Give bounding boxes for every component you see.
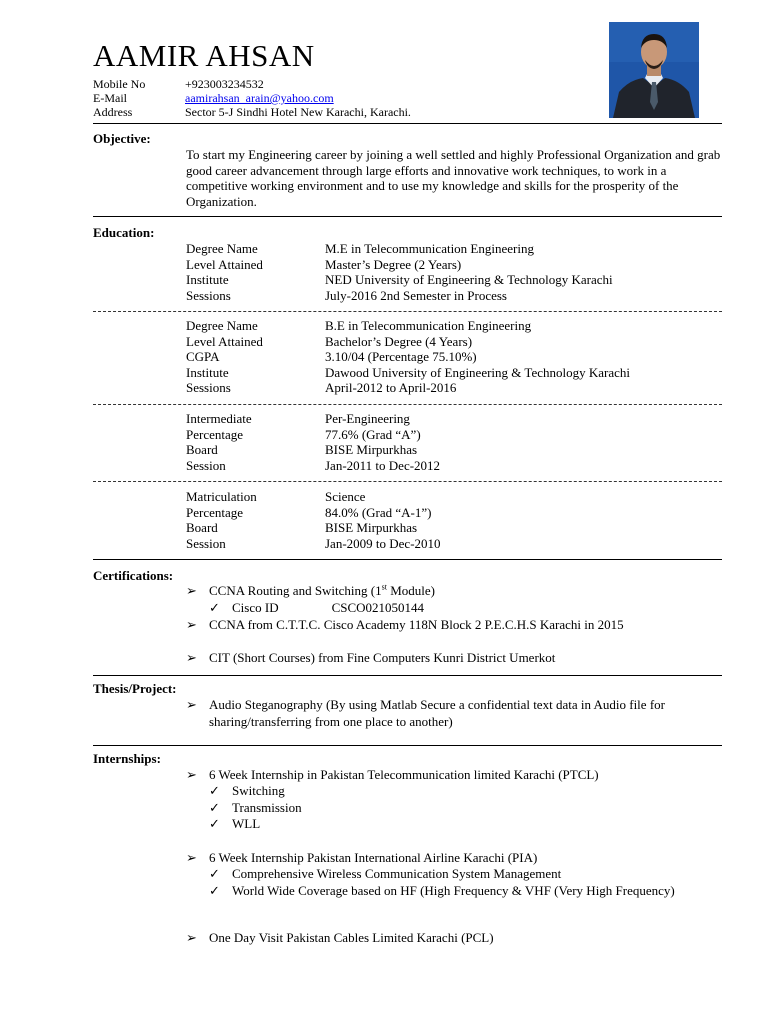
- cert-sub-item: [209, 600, 692, 617]
- edu-value: Jan-2009 to Dec-2010: [325, 535, 441, 551]
- internship-sub-text: Transmission: [232, 800, 302, 815]
- arrow-bullet-icon: ➢: [186, 650, 197, 665]
- divider-thesis: [93, 745, 722, 746]
- internships-heading: Internships:: [93, 751, 161, 766]
- edu-key: Matriculation: [186, 489, 257, 504]
- edu-value: BISE Mirpurkhas: [325, 442, 418, 457]
- cert-item-sup: st: [381, 582, 387, 592]
- cert-item: [186, 650, 719, 667]
- cisco-id-label: Cisco ID: [232, 600, 279, 615]
- objective-heading: Objective:: [93, 131, 151, 146]
- divider-dashed: [93, 311, 722, 312]
- edu-key: Intermediate: [186, 411, 252, 426]
- edu-key: Degree Name: [186, 318, 258, 333]
- edu-key: Board: [186, 442, 218, 457]
- edu-value: 84.0% (Grad “A-1”): [325, 504, 432, 520]
- thesis-heading: Thesis/Project:: [93, 681, 177, 696]
- edu-value: Dawood University of Engineering & Technology Karachi: [325, 364, 630, 380]
- arrow-bullet-icon: ➢: [186, 617, 197, 632]
- cert-item: [186, 617, 719, 634]
- mobile-value: +923003234532: [185, 77, 264, 91]
- cisco-id-value: CSCO021050144: [331, 600, 425, 615]
- edu-value: Jan-2011 to Dec-2012: [325, 457, 441, 473]
- check-bullet-icon: ✓: [209, 783, 220, 798]
- edu-key: Session: [186, 535, 226, 551]
- internship-sub-text: World Wide Coverage based on HF (High Frequency & VHF (Very High Frequency): [232, 883, 675, 898]
- edu-key: Board: [186, 520, 218, 535]
- divider-dashed: [93, 481, 722, 482]
- internship-sub-text: Switching: [232, 783, 285, 798]
- internship-item: [186, 767, 719, 784]
- internship-item: [186, 930, 719, 947]
- divider-certifications: [93, 675, 722, 676]
- divider-objective: [93, 216, 722, 217]
- certifications-heading: Certifications:: [93, 568, 174, 583]
- education-heading: Education:: [93, 225, 155, 240]
- portrait-image: [609, 22, 699, 118]
- check-bullet-icon: ✓: [209, 866, 220, 881]
- arrow-bullet-icon: ➢: [186, 583, 197, 598]
- edu-value: Bachelor’s Degree (4 Years): [325, 333, 473, 349]
- check-bullet-icon: ✓: [209, 883, 220, 898]
- cert-item-text: CIT (Short Courses) from Fine Computers Kunri District Umerkot: [209, 650, 556, 665]
- arrow-bullet-icon: ➢: [186, 767, 197, 782]
- cert-item-text: CCNA from C.T.T.C. Cisco Academy 118N Block 2 P.E.C.H.S Karachi in 2015: [209, 617, 624, 632]
- objective-text: To start my Engineering career by joining a well settled and highly Professional Organization and grab good career advancement through large efforts and innovative work techniques, to work in a competitive working environment and to use my knowledge and skills for the prosperity of the Organization.: [186, 147, 721, 209]
- check-bullet-icon: ✓: [209, 816, 220, 831]
- edu-key: Sessions: [186, 287, 231, 303]
- cert-item-tail: Module): [386, 583, 435, 598]
- thesis-item: [186, 697, 719, 730]
- edu-value: July-2016 2nd Semester in Process: [325, 287, 507, 303]
- edu-value: BISE Mirpurkhas: [325, 520, 418, 535]
- arrow-bullet-icon: ➢: [186, 850, 197, 865]
- cert-item-text: CCNA Routing and Switching (1: [209, 583, 382, 598]
- edu-value: 3.10/04 (Percentage 75.10%): [325, 349, 477, 364]
- email-label: E-Mail: [93, 91, 127, 105]
- internship-sub-item: [209, 800, 692, 817]
- edu-value: Per-Engineering: [325, 411, 410, 426]
- edu-key: Level Attained: [186, 256, 263, 272]
- divider-header: [93, 123, 722, 124]
- internship-text: 6 Week Internship in Pakistan Telecommunication limited Karachi (PTCL): [209, 767, 599, 782]
- divider-education: [93, 559, 722, 560]
- internship-sub-text: Comprehensive Wireless Communication System Management: [232, 866, 562, 881]
- candidate-name: AAMIR AHSAN: [93, 38, 315, 73]
- thesis-item-text: Audio Steganography (By using Matlab Secure a confidential text data in Audio file for sharing/transferring from one place to another): [209, 697, 665, 729]
- address-value: Sector 5-J Sindhi Hotel New Karachi, Karachi.: [185, 105, 411, 119]
- edu-value: Science: [325, 489, 366, 504]
- internship-sub-text: WLL: [232, 816, 261, 831]
- edu-key: Institute: [186, 364, 229, 380]
- profile-photo: [609, 22, 699, 118]
- internship-text: One Day Visit Pakistan Cables Limited Karachi (PCL): [209, 930, 494, 945]
- internship-sub-item: [209, 816, 692, 833]
- internship-sub-item: [209, 866, 692, 883]
- check-bullet-icon: ✓: [209, 800, 220, 815]
- internship-item: [186, 850, 719, 867]
- mobile-label: Mobile No: [93, 77, 146, 91]
- internship-sub-item: [209, 783, 692, 800]
- arrow-bullet-icon: ➢: [186, 697, 197, 712]
- edu-value: NED University of Engineering & Technology Karachi: [325, 272, 613, 287]
- cert-item: [186, 583, 719, 600]
- email-link[interactable]: aamirahsan_arain@yahoo.com: [185, 91, 334, 105]
- edu-key: Level Attained: [186, 333, 263, 349]
- address-label: Address: [93, 105, 133, 119]
- internship-sub-item: [209, 883, 692, 900]
- edu-key: Percentage: [186, 504, 244, 520]
- edu-value: Master’s Degree (2 Years): [325, 256, 462, 272]
- edu-value: April-2012 to April-2016: [325, 380, 457, 395]
- divider-dashed: [93, 404, 722, 405]
- edu-key: Sessions: [186, 380, 231, 395]
- edu-value: B.E in Telecommunication Engineering: [325, 318, 532, 333]
- check-bullet-icon: ✓: [209, 600, 220, 615]
- edu-value: 77.6% (Grad “A”): [325, 426, 421, 442]
- edu-key: Institute: [186, 272, 229, 287]
- edu-key: Degree Name: [186, 241, 258, 256]
- edu-key: Percentage: [186, 426, 244, 442]
- edu-value: M.E in Telecommunication Engineering: [325, 241, 534, 256]
- arrow-bullet-icon: ➢: [186, 930, 197, 945]
- edu-key: CGPA: [186, 349, 220, 364]
- edu-key: Session: [186, 457, 226, 473]
- internship-text: 6 Week Internship Pakistan International Airline Karachi (PIA): [209, 850, 538, 865]
